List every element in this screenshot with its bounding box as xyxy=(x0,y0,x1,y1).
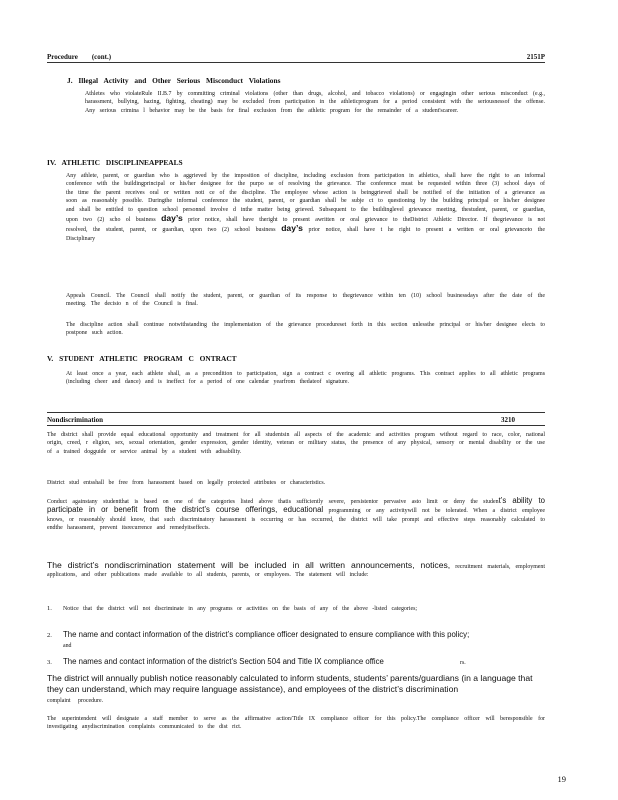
section-iv-body-2: Appeals Council. The Council shall notify the student, parent, or guardian of its response to thegrievance within ten (10) school businessdays after the date of the meeting. The decisio n of the Council is final. xyxy=(66,293,545,308)
nondiscrimination-p4 xyxy=(47,561,545,580)
item-1-text: Notice that the district will not discriminate in any programs or activities on the basis of any of the above -listed categories; xyxy=(63,606,418,612)
nondiscrimination-p5: The district will annually publish notice reasonably calculated to inform students, students’ parents/guardians (in a language that they can understand, which may require language assistance), and employees of the district’s discrimination xyxy=(47,673,533,694)
nondiscrimination-p5-tail: complaint procedure. xyxy=(47,698,104,704)
item-3-tail: rs. xyxy=(460,660,466,666)
item-2-text: The name and contact information of the district’s compliance officer designated to ensure compliance with this policy; xyxy=(63,630,470,639)
section-iv-body-1 xyxy=(66,172,545,243)
p3-text-a: Conduct againstany studentthat is based on one of the categories listed above thatis sufficiently severe, persistentor pervasive asto limit or deny the studen xyxy=(47,499,499,505)
item-3-number: 3. xyxy=(47,659,52,666)
item-2-tail: and xyxy=(63,643,72,649)
section-j-body: Athletes who violateRule II.B.7 by committing criminal violations (other than drugs, alcohol, and tobacco violations) or engagingin other serious misconduct (e.g., harassment, bullying, hazing, fighting, cheating) may be excluded from participation in the athleticprogram for a period consistent with the seriousnessof the offense. Any serious crimina l behavior may be the basis for final exclusion from the athletic program for the remainder of a student'scareer. xyxy=(85,91,545,114)
item-3-text: The names and contact information of the district’s Section 504 and Title IX compliance office xyxy=(63,657,384,666)
p3-large-text: t’s ability to participate in or benefit from the district’s course offerings, educational xyxy=(47,496,545,515)
page-number: 19 xyxy=(557,774,566,784)
nondiscrimination-p6: The superintendent will designate a staff member to serve as the affirmative action/Title IX compliance officer for this policy.The compliance officer will beresponsible for investigating anydiscrimination complaints communicated to the dist rict. xyxy=(47,716,545,731)
header-rule xyxy=(47,62,545,63)
section-j-heading: J. Illegal Activity and Other Serious Misconduct Violations xyxy=(67,76,281,85)
p3-text-b: programming or any activitywill not be tolerated. When a district employee knows, or reasonably should know, that such discriminatory harassment is occurring or has occurred, the district will take prompt and effective steps reasonably calculated to endthe harassment, prevent itsrecurrence and remedyitseffects. xyxy=(47,508,545,532)
item-1-number: 1. xyxy=(47,605,52,612)
section-iv-body-3: The discipline action shall continue notwithstanding the implementation of the grievance procedureset forth in this section unlessthe principal or his/her designee elects to postpone such action. xyxy=(66,322,545,337)
nondiscrimination-code: 3210 xyxy=(501,416,515,424)
nondiscrimination-top-rule xyxy=(47,412,545,413)
nondiscrimination-p1: The district shall provide equal educational opportunity and treatment for all studentsin all aspects of the academic and activities program without regard to race, color, national origin, creed, r eligion, sex, sexual orientation, gender expression, gender identity, veteran or military status, the presence of any physical, sensory or mental disability or the use of a trained dogguide or service animal by a student with adisability. xyxy=(47,432,545,455)
p4-large-text: The district’s nondiscrimination statement will be included in all written announcements, notices, xyxy=(47,560,451,570)
nondiscrimination-p3 xyxy=(47,497,545,533)
section-iv-text-b: prior notice, shall have theright to present awritten or oral grievance to theDistrict Athletic Director. If thegrievance is not resolved, the student, parent, or guardian, upon two (2) school business xyxy=(66,217,546,234)
nondiscrimination-p2: District stud entsshall be free from harassment based on legally protected attributes or characteristics. xyxy=(47,480,326,486)
nondiscrimination-bottom-rule xyxy=(47,425,545,426)
header-code: 2151P xyxy=(526,53,545,61)
nondiscrimination-title: Nondiscrimination xyxy=(47,416,104,424)
p4-small-text: recruitment materials, employment applications, and other publications made available to all students, parents, or employees. The statement will include: xyxy=(47,564,545,579)
days-word-1: day’s xyxy=(161,213,183,224)
item-2-number: 2. xyxy=(47,632,52,639)
header-procedure-label: Procedure (cont.) xyxy=(47,53,112,61)
section-iv-text-a: Any athlete, parent, or guardian who is aggrieved by the imposition of discipline, including exclusion from participation in athletics, shall have the right to an informal conference with the buildingprincipal or his/her designee for the purpo se of resolving the grievance. The conference must be requested within three (3) school days of the time the parent receives oral or written noti ce of the discipline. The employee whose action is beinggrieved shall be notified of the initiation of a grievance as soon as reasonably possible. Duringthe informal conference the student, parent, or guardian shall be subje ct to questioning by the building principal or his/her designee and shall be entitled to question school personnel involve d inthe matter being grieved. Subsequent to the buildinglevel grievance meeting, thestudent, parent, or guardian, upon two (2) scho ol business xyxy=(66,173,545,224)
days-word-2: day’s xyxy=(281,223,303,234)
section-v-body: At least once a year, each athlete shall, as a precondition to participation, sign a contract c overing all athletic programs. This contract applies to all athletic programs (including cheer and dance) and is ineffect for a period of one calendar yearfrom thedateof signature. xyxy=(66,371,545,386)
section-iv-text-c: prior notice, shall have t he right to present a written or oral grievanceto the Disciplinary xyxy=(66,227,545,242)
section-iv-heading: IV. ATHLETIC DISCIPLINEAPPEALS xyxy=(47,158,183,167)
section-v-heading: V. STUDENT ATHLETIC PROGRAM C ONTRACT xyxy=(47,354,237,363)
